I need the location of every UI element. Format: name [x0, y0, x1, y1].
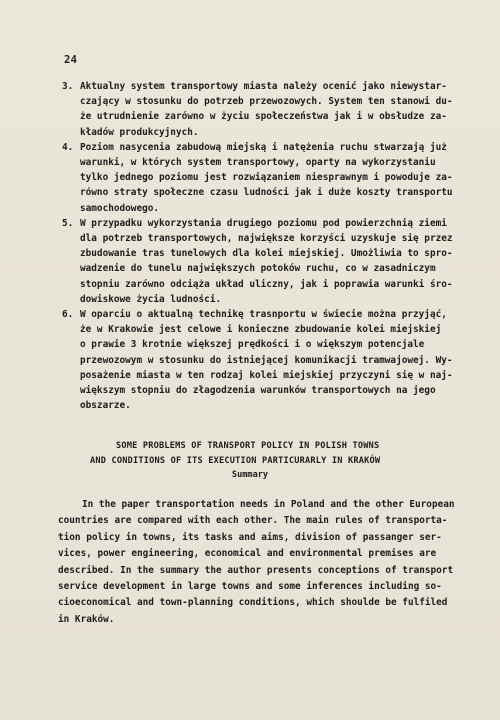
text-line: vices, power engineering, economical and environmental premises are: [58, 548, 437, 560]
text-line: countries are compared with each other. The main rules of transporta-: [58, 515, 448, 527]
text-line: posażenie miasta w ten rodzaj kolei miejskiej przyczyni się w naj-: [80, 369, 453, 381]
item-number: 6.: [62, 309, 74, 321]
text-line: cioeconomical and town-planning conditions, which shoulde be fulfiled: [58, 597, 448, 609]
text-line: In the paper transportation needs in Poland and the other European: [82, 499, 455, 510]
text-line: obszarze.: [80, 400, 131, 412]
text-line: W przypadku wykorzystania drugiego poziomu pod powierzchnią ziemi: [80, 217, 447, 229]
text-line: tion policy in towns, its tasks and aims, division of passanger ser-: [58, 531, 442, 543]
text-line: zbudowanie tras tunelowych dla kolei miejskiej. Umożliwia to spro-: [80, 248, 453, 260]
list-item: [62, 140, 472, 216]
text-line: Aktualny system transportowy miasta należy ocenić jako niewystar-: [80, 81, 447, 92]
text-line: że w Krakowie jest celowe i konieczne zbudowanie kolei miejskiej: [80, 324, 442, 336]
text-line: wadzenie do tunelu największych potoków ruchu, co w zasadniczym: [80, 263, 436, 275]
item-number: 5.: [62, 217, 74, 229]
text-line: samochodowego.: [80, 202, 160, 214]
english-title: [90, 439, 470, 469]
list-item: [62, 307, 472, 413]
text-line: dla potrzeb transportowych, największe korzyści uzyskuje się przez: [80, 233, 453, 245]
text-line: service development in large towns and some inferences including so-: [58, 581, 442, 593]
text-line: dowiskowe życia ludności.: [80, 293, 222, 305]
text-line: przewozowym w stosunku do istniejącej komunikacji tramwajowej. Wy-: [80, 354, 453, 366]
title-line: SOME PROBLEMS OF TRANSPORT POLICY IN POLISH TOWNS: [116, 441, 380, 451]
text-line: kładów produkcyjnych.: [80, 126, 199, 138]
text-line: warunki, w których system transportowy, oparty na wykorzystaniu: [80, 157, 436, 169]
text-line: równo straty społeczne czasu ludności jak i duże koszty transportu: [80, 187, 453, 199]
list-item: [62, 79, 472, 140]
summary-heading: Summary: [231, 470, 269, 480]
list-item: [62, 216, 472, 307]
text-line: czający w stosunku do potrzeb przewozowych. System ten stanowi du-: [80, 96, 453, 108]
text-line: tylko jednego poziomu jest rozwiązaniem niesprawnym i powoduje za-: [80, 172, 453, 184]
text-line: Poziom nasycenia zabudową miejską i natężenia ruchu stwarzają już: [80, 141, 447, 153]
text-line: o prawie 3 krotnie większej prędkości i o większym potencjale: [80, 339, 425, 351]
page-number: 24: [64, 54, 78, 66]
conclusions-list: [62, 79, 472, 413]
text-line: że utrudnienie zarówno w życiu społeczeństwa jak i w obsłudze za-: [80, 111, 447, 123]
text-line: większym stopniu do złagodzenia warunków transportowych na jego: [80, 385, 436, 397]
title-line: AND CONDITIONS OF ITS EXECUTION PARTICURARLY IN KRAKÓW: [90, 456, 381, 466]
text-line: in Kraków.: [58, 613, 115, 625]
item-number: 3.: [62, 81, 74, 92]
text-line: W oparciu o aktualną technikę trasnportu w świecie można przyjąć,: [80, 309, 447, 321]
text-line: described. In the summary the author presents conceptions of transport: [58, 564, 454, 576]
summary-paragraph: [58, 497, 478, 628]
item-number: 4.: [62, 141, 74, 153]
text-line: stopniu zarówno odciąża układ uliczny, jak i poprawia warunki śro-: [80, 278, 453, 290]
